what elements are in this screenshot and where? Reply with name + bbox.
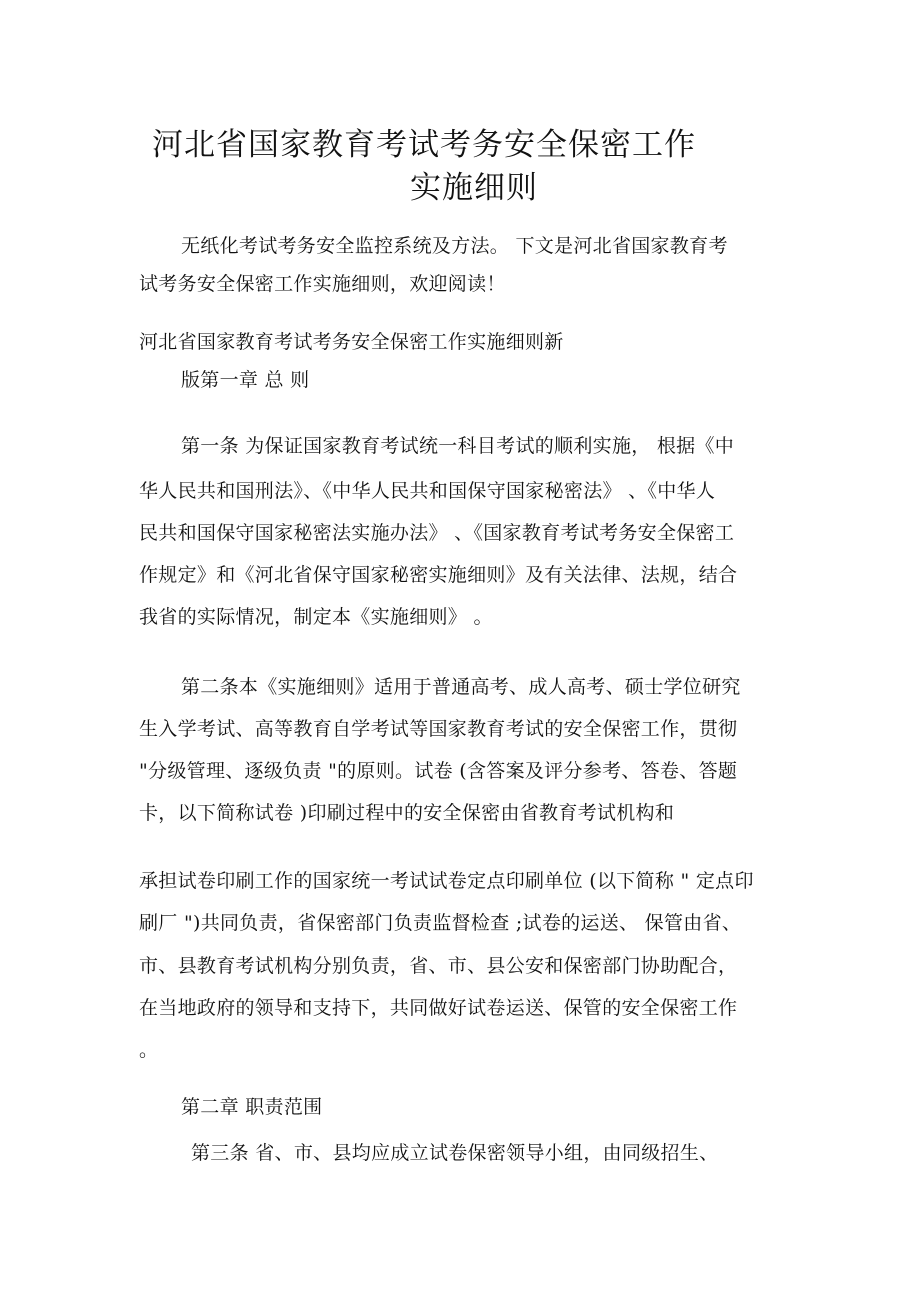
article1-line-2: 华人民共和国刑法》、《中华人民共和国保守国家秘密法》 、《中华人 — [139, 480, 716, 502]
article2-line-3: "分级管理、逐级负责 "的原则。试卷 (含答案及评分参考、答卷、答题 — [139, 760, 738, 782]
article2-line-8: 在当地政府的领导和支持下，共同做好试卷运送、保管的安全保密工作 — [139, 997, 738, 1019]
article3-line-1: 第三条 省、市、县均应成立试卷保密领导小组，由同级招生、 — [191, 1142, 719, 1164]
intro-line-2: 试考务安全保密工作实施细则，欢迎阅读！ — [139, 273, 506, 295]
document-title-line-2: 实施细则 — [410, 170, 538, 206]
intro-line-1: 无纸化考试考务安全监控系统及方法。 下文是河北省国家教育考 — [181, 235, 728, 257]
subtitle-line-1: 河北省国家教育考试考务安全保密工作实施细则新 — [139, 331, 564, 353]
subtitle-line-2: 版第一章 总 则 — [181, 369, 310, 391]
article1-line-5: 我省的实际情况，制定本《实施细则》 。 — [139, 606, 493, 628]
article2-line-4: 卡，以下简称试卷 )印刷过程中的安全保密由省教育考试机构和 — [139, 802, 675, 824]
article2-line-2: 生入学考试、高等教育自学考试等国家教育考试的安全保密工作，贯彻 — [139, 718, 738, 740]
article2-line-9: 。 — [139, 1039, 159, 1061]
article2-line-1: 第二条本《实施细则》适用于普通高考、成人高考、硕士学位研究 — [181, 676, 741, 698]
article1-line-4: 作规定》和《河北省保守国家秘密实施细则》及有关法律、法规，结合 — [139, 564, 738, 586]
article2-line-7: 市、县教育考试机构分别负责，省、市、县公安和保密部门协助配合， — [139, 955, 738, 977]
article2-line-6: 刷厂 ")共同负责，省保密部门负责监督检查 ;试卷的运送、 保管由省、 — [139, 912, 742, 934]
chapter2-heading: 第二章 职责范围 — [181, 1096, 323, 1118]
article2-line-5: 承担试卷印刷工作的国家统一考试试卷定点印刷单位 (以下简称 " 定点印 — [139, 870, 754, 892]
document-title-line-1: 河北省国家教育考试考务安全保密工作 — [152, 127, 696, 163]
article1-line-3: 民共和国保守国家秘密法实施办法》 、《国家教育考试考务安全保密工 — [139, 522, 735, 544]
article1-line-1: 第一条 为保证国家教育考试统一科目考试的顺利实施， 根据《中 — [181, 435, 735, 457]
